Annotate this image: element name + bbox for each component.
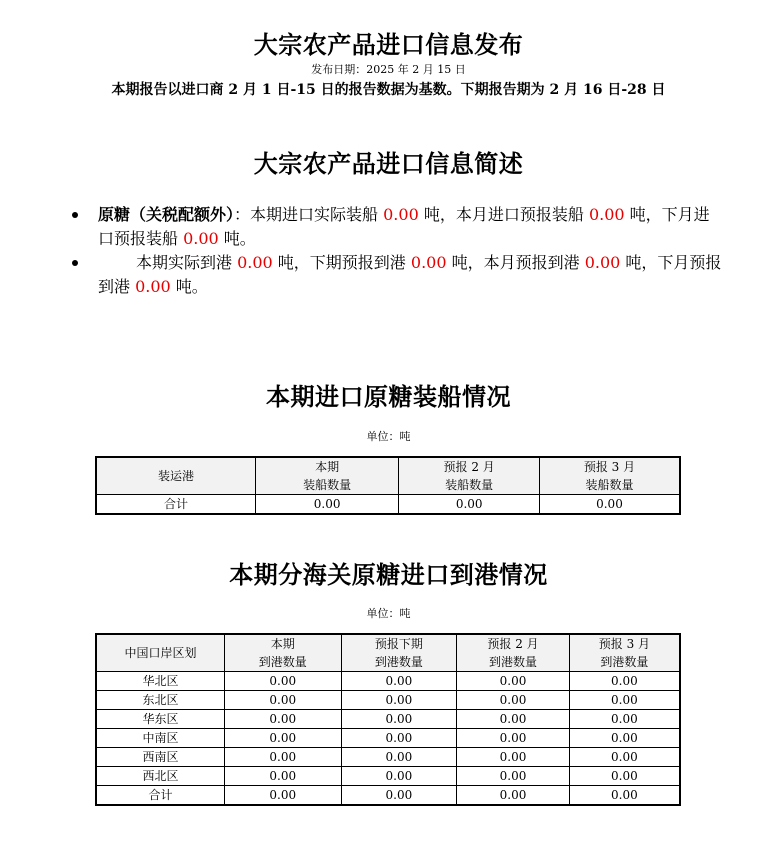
text-segment: 本期实际到港	[136, 253, 238, 272]
bullet-dot-icon	[72, 260, 78, 266]
table-cell: 0.00	[224, 691, 341, 710]
value: 0.00	[410, 253, 447, 272]
arrival-unit-label: 单位：吨	[366, 607, 411, 620]
table-cell: 0.00	[224, 710, 341, 729]
table-cell: 0.00	[224, 672, 341, 691]
table-cell: 0.00	[341, 691, 457, 710]
table-cell: 0.00	[457, 672, 570, 691]
row-label: 中南区	[96, 729, 224, 748]
table-cell: 0.00	[224, 748, 341, 767]
table-cell: 0.00	[341, 729, 457, 748]
value: 0.00	[588, 205, 625, 224]
header-region: 中国口岸区划	[96, 634, 224, 672]
table-header-row	[96, 457, 680, 495]
table-cell: 0.00	[457, 710, 570, 729]
main-title: 大宗农产品进口信息发布	[253, 30, 524, 59]
text-segment: 吨，本月预报到港	[446, 253, 585, 272]
row-label: 东北区	[96, 691, 224, 710]
table-cell: 0.00	[569, 786, 680, 806]
value: 0.00	[183, 229, 219, 248]
table-cell: 0.00	[569, 748, 680, 767]
header-col: 预报 3 月 到港数量	[569, 634, 680, 672]
text-segment: 吨，下月进口预报装船	[98, 205, 710, 248]
text-segment: 吨，下期预报到港	[272, 253, 411, 272]
table-row	[96, 672, 680, 691]
row-label: 华东区	[96, 710, 224, 729]
table-cell: 0.00	[224, 767, 341, 786]
shipping-unit-label: 单位：吨	[366, 430, 411, 443]
row-label: 华北区	[96, 672, 224, 691]
table-cell: 0.00	[224, 729, 341, 748]
table-row	[96, 729, 680, 748]
text-segment: 吨。	[218, 229, 256, 248]
header-col: 本期 装船数量	[255, 457, 399, 495]
header-port: 装运港	[96, 457, 255, 495]
arrival-section-title: 本期分海关原糖进口到港情况	[229, 560, 548, 589]
table-cell: 0.00	[539, 495, 680, 515]
table-row	[96, 710, 680, 729]
row-label: 西南区	[96, 748, 224, 767]
separator: ：	[234, 205, 251, 224]
value: 0.00	[135, 277, 171, 296]
value: 0.00	[383, 205, 419, 224]
text-segment: 本期进口实际装船	[250, 205, 384, 224]
summary-list	[72, 203, 722, 299]
text-segment: 吨，本月进口预报装船	[418, 205, 589, 224]
table-row	[96, 767, 680, 786]
text-segment: 吨，下月预报到港	[98, 253, 722, 296]
period-note: 本期报告以进口商 2 月 1 日-15 日的报告数据为基数。下期报告期为 2 月 16 日-28 日	[111, 82, 666, 98]
table-cell: 0.00	[457, 748, 570, 767]
table-cell: 0.00	[457, 729, 570, 748]
table-row	[96, 748, 680, 767]
arrival-table	[95, 633, 681, 806]
summary-bullet-shipping	[72, 203, 722, 251]
table-cell: 0.00	[341, 672, 457, 691]
table-cell: 0.00	[569, 691, 680, 710]
bullet-dot-icon	[72, 212, 78, 218]
text-segment: 吨。	[170, 277, 208, 296]
value: 0.00	[237, 253, 273, 272]
table-cell: 0.00	[255, 495, 399, 515]
table-cell: 0.00	[341, 710, 457, 729]
table-cell: 0.00	[341, 786, 457, 806]
value: 0.00	[584, 253, 621, 272]
row-label: 合计	[96, 495, 255, 515]
table-cell: 0.00	[457, 786, 570, 806]
header-col: 预报 2 月 装船数量	[399, 457, 540, 495]
table-cell: 0.00	[569, 710, 680, 729]
commodity-label: 原糖（关税配额外）	[98, 205, 235, 224]
table-cell: 0.00	[457, 691, 570, 710]
row-label: 西北区	[96, 767, 224, 786]
shipping-section-title: 本期进口原糖装船情况	[266, 382, 511, 411]
table-cell: 0.00	[569, 729, 680, 748]
header-col: 本期 到港数量	[224, 634, 341, 672]
table-cell: 0.00	[399, 495, 540, 515]
header-col: 预报下期 到港数量	[341, 634, 457, 672]
table-row	[96, 691, 680, 710]
header-col: 预报 3 月 装船数量	[539, 457, 680, 495]
table-cell: 0.00	[224, 786, 341, 806]
table-cell: 0.00	[457, 767, 570, 786]
table-row	[96, 495, 680, 515]
header-col: 预报 2 月 到港数量	[457, 634, 570, 672]
publish-date: 发布日期：2025 年 2 月 15 日	[311, 63, 466, 76]
table-header-row	[96, 634, 680, 672]
table-cell: 0.00	[341, 748, 457, 767]
row-label: 合计	[96, 786, 224, 806]
summary-title: 大宗农产品进口信息简述	[253, 149, 524, 178]
summary-bullet-arrival	[72, 251, 722, 299]
shipping-table	[95, 456, 681, 515]
table-cell: 0.00	[569, 767, 680, 786]
table-cell: 0.00	[569, 672, 680, 691]
table-row	[96, 786, 680, 806]
table-cell: 0.00	[341, 767, 457, 786]
